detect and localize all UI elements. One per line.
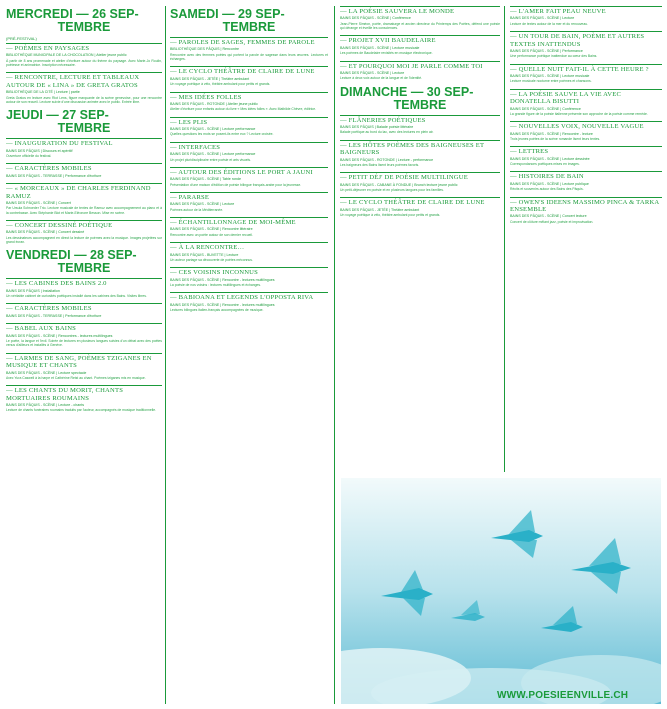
day-heading <box>6 249 162 275</box>
event-title: — PROJET XVII BAUDELAIRE <box>340 35 500 44</box>
event-entry <box>170 66 328 86</box>
day-heading-line: SAMEDI — 29 SEP- <box>170 7 285 21</box>
event-meta: BAINS DES PÂQUIS - ROTONDE | Atelier jeune public <box>170 101 258 106</box>
event-description: Les poèmes de Baudelaire revisités en musique électronique. <box>340 51 433 56</box>
website-url[interactable]: WWW.POESIEENVILLE.CH <box>497 690 629 701</box>
event-description: Atelier d'écriture pour enfants autour du livre « Mes idées folles ». Avec Mathilde Chèvre, éditrice. <box>170 107 317 112</box>
event-description: Une performance poétique inattendue au cœur des Bains. <box>510 54 598 59</box>
event-meta: BAINS DES PÂQUIS - SCÈNE | Conférence <box>510 106 581 111</box>
column-3 <box>340 6 500 476</box>
event-entry <box>340 172 500 192</box>
event-description: Ouverture officielle du festival. <box>6 154 52 159</box>
event-entry <box>6 138 162 158</box>
event-meta: BAINS DES PÂQUIS - SCÈNE | Lecture performance <box>170 127 256 132</box>
flying-fish-illustration <box>341 478 661 704</box>
event-meta: BAINS DES PÂQUIS - SCÈNE | Rencontre - lectures multilingues <box>170 277 275 282</box>
event-meta: BAINS DES PÂQUIS - SCÈNE | Lecture publique <box>510 181 589 186</box>
event-meta: BIBLIOTHÈQUE DE LA CITÉ | Lecture | partie <box>6 90 80 95</box>
event-entry <box>6 163 162 178</box>
event-title: — ÉCHANTILLONNAGE DE MOI-MÊME <box>170 217 328 226</box>
event-title: — PARARSE <box>170 192 328 201</box>
event-description: Par Ursula Schroeder Trio. Lecture musicale de textes de Ramuz avec accompagnement au piano et à la contrebasse. Avec Stéphanie Blot et Marie-Eléonore Besson. Mise en scène. <box>6 206 162 215</box>
event-description: Correspondances poétiques mises en images. <box>510 162 580 167</box>
event-title: — INAUGURATION DU FESTIVAL <box>6 138 162 147</box>
event-entry <box>6 303 162 318</box>
day-heading <box>6 109 162 135</box>
event-entry <box>170 92 328 112</box>
event-entry <box>170 192 328 212</box>
event-description: Un projet pluridisciplinaire entre poésie et arts visuels. <box>170 157 252 162</box>
event-entry <box>6 220 162 244</box>
event-meta: BAINS DES PÂQUIS - SCÈNE | Lecture dessinée <box>510 156 590 161</box>
event-title: — NOUVELLES VOIX, NOUVELLE VAGUE <box>510 121 662 130</box>
event-description: Quelles questions les mots se posent-ils entre eux ? Lecture croisée. <box>170 132 274 137</box>
event-description: Lecture de textes autour de la mer et du renouveau. <box>510 21 589 26</box>
event-description: À partir de 8 ans promenade et atelier d'écriture autour du thème du paysage. Avec Marie-Jo Roulin, poétesse et animatrice. Inscription nécessaire. <box>6 58 162 68</box>
event-description: Greta Gratos en lecture avec Riot Lens, figure marquante de la scène genevoise, pour une rencontre autour de son recueil. Lecture suivie d'une discussion animée avec le public. Entrée libre. <box>6 95 162 104</box>
event-title: — RENCONTRE, LECTURE ET TABLEAUX AUTOUR DE « LINA » DE GRETA GRATOS <box>6 72 162 89</box>
column-divider <box>504 6 505 472</box>
event-title: — LE CYCLO THÉÂTRE DE CLAIRE DE LUNE <box>340 197 500 206</box>
event-description: Un petit-déjeuner en poésie et en plusieurs langues pour les familles. <box>340 188 444 193</box>
event-meta: BAINS DES PÂQUIS - SCÈNE | Concert dessiné <box>6 230 85 235</box>
event-entry <box>170 217 328 237</box>
day-heading-line: DIMANCHE — 30 SEP- <box>340 84 474 99</box>
event-entry <box>510 31 662 59</box>
event-title: — « MORCEAUX » DE CHARLES FERDINAND RAMUZ <box>6 183 162 200</box>
event-title: — ET POURQUOI MOI JE PARLE COMME TOI <box>340 61 500 70</box>
event-meta: BAINS DES PÂQUIS | Discours et apéritif <box>6 148 73 153</box>
event-title: — CARACTÈRES MOBILES <box>6 303 162 312</box>
day-heading-line: MERCREDI — 26 SEP- <box>6 7 139 21</box>
event-description: Lecture de chants funéraires roumains traduits par l'auteur, accompagnés de musique traditionnelle. <box>6 408 157 413</box>
event-description: Un véritable cabinet de curiosités poétiques installé dans les cabines des Bains. Visites libres. <box>6 294 147 299</box>
event-entry <box>170 267 328 287</box>
event-title: — LE CYCLO THÉÂTRE DE CLAIRE DE LUNE <box>170 66 328 75</box>
event-entry <box>510 146 662 166</box>
event-title: — PAROLES DE SAGES, FEMMES DE PAROLE <box>170 37 328 46</box>
event-meta: BAINS DES PÂQUIS - TERRASSE | Performance d'écriture <box>6 173 102 178</box>
event-entry <box>170 242 328 262</box>
event-meta: BAINS DES PÂQUIS - JETÉE | Théâtre ambulant <box>170 76 250 81</box>
event-entry <box>170 292 328 312</box>
event-description: Jean-Pierre Siméon, poète, dramaturge et ancien directeur du Printemps des Poètes, défend une poésie qui dérange et éveille les consciences. <box>340 21 500 31</box>
event-meta: BAINS DES PÂQUIS - SCÈNE | Lecture <box>340 70 405 75</box>
day-heading-line: TEMBRE <box>57 261 111 276</box>
event-meta: BAINS DES PÂQUIS - SCÈNE | Rencontre - lecture <box>510 131 593 136</box>
event-meta: BAINS DES PÂQUIS | Balade poésie littéraire <box>340 125 414 130</box>
event-entry <box>6 323 162 347</box>
event-title: — PETIT DÉJ' DE POÉSIE MULTILINGUE <box>340 172 500 181</box>
event-meta: BAINS DES PÂQUIS - TERRASSE | Performance d'écriture <box>6 313 102 318</box>
event-title: — MES IDÉES FOLLES <box>170 92 328 101</box>
event-meta: BAINS DES PÂQUIS - SCÈNE | Lecture spectacle <box>6 370 87 375</box>
day-heading-line: VENDREDI — 28 SEP- <box>6 248 137 263</box>
event-title: — LETTRES <box>510 146 662 155</box>
day-subheading: (PRÉ-FESTIVAL) <box>6 36 37 41</box>
column-1 <box>6 6 162 706</box>
event-meta: BAINS DES PÂQUIS - CABANE À FONDUE | Brunch lecture jeune public <box>340 182 458 187</box>
event-description: Lecture musicale nocturne entre poèmes et chansons. <box>510 79 592 84</box>
event-entry <box>170 37 328 61</box>
event-title: — AUTOUR DES ÉDITIONS LE PORT A JAUNI <box>170 167 328 176</box>
event-title: — LARMES DE SANG, POÈMES TZIGANES EN MUSIQUE ET CHANTS <box>6 353 162 370</box>
event-description: Les dessinateurs accompagnent en direct la lecture de poèmes avec la musique. Images projetées sur grand écran. <box>6 235 162 245</box>
event-title: — BABIOANA ET LEGENDS L'OPPOSTA RIVA <box>170 292 328 301</box>
event-meta: BAINS DES PÂQUIS - ROTONDE | Lecture - performance <box>340 157 434 162</box>
day-heading-line: JEUDI — 27 SEP- <box>6 108 109 123</box>
event-title: — QUELLE NUIT FAIT-IL À CETTE HEURE ? <box>510 64 662 73</box>
event-title: — CARACTÈRES MOBILES <box>6 163 162 172</box>
event-title: — HISTOIRES DE BAIN <box>510 171 662 180</box>
event-meta: BIBLIOTHÈQUE MUNICIPALE DE LA CHOCOLATION | Atelier jeune public <box>6 53 127 58</box>
event-meta: BAINS DES PÂQUIS - SCÈNE | Rencontres - lectures multilingues <box>6 333 113 338</box>
day-heading <box>340 86 500 112</box>
event-entry <box>510 121 662 141</box>
event-description: Un auteur partage sa découverte de poètes méconnus. <box>170 257 253 262</box>
event-description: Les baigneurs des Bains lisent leurs poèmes favoris. <box>340 162 420 167</box>
event-meta: BAINS DES PÂQUIS - JETÉE | Théâtre ambulant <box>340 207 420 212</box>
event-meta: BAINS DES PÂQUIS - SCÈNE | Lecture <box>170 202 235 207</box>
event-entry <box>340 35 500 55</box>
event-description: Rencontre avec un poète autour de son dernier recueil. <box>170 232 253 237</box>
event-meta: BAINS DES PÂQUIS - SCÈNE | Concert <box>6 200 71 205</box>
event-entry <box>510 6 662 26</box>
column-divider <box>165 6 166 704</box>
event-entry <box>510 89 662 117</box>
day-heading-line: TEMBRE <box>393 97 447 112</box>
event-entry <box>510 197 662 225</box>
event-title: — CES VOISINS INCONNUS <box>170 267 328 276</box>
event-entry <box>170 167 328 187</box>
column-2 <box>170 6 328 706</box>
event-meta: BAINS DES PÂQUIS - SCÈNE | Table ronde <box>170 177 241 182</box>
day-heading-line: TEMBRE <box>57 121 111 136</box>
event-title: — LA POÉSIE SAUVE LA VIE AVEC DONATELLA BISUTTI <box>510 89 662 106</box>
event-title: — CONCERT DESSINÉ POÉTIQUE <box>6 220 162 229</box>
event-entry <box>6 43 162 67</box>
event-title: — POÈMES EN PAYSAGES <box>6 43 162 52</box>
event-meta: BAINS DES PÂQUIS - SCÈNE | Lecture performance <box>170 152 256 157</box>
day-heading <box>6 8 162 34</box>
event-title: — UN TOUR DE BAIN, POÈME ET AUTRES TEXTES INATTENDUS <box>510 31 662 48</box>
event-title: — À LA RENCONTRE… <box>170 242 328 251</box>
event-entry <box>170 142 328 162</box>
event-meta: BAINS DES PÂQUIS - SCÈNE | Rencontre littéraire <box>170 227 253 232</box>
event-description: Poèmes autour de la Méditerranée. <box>170 207 224 212</box>
event-meta: BAINS DES PÂQUIS - SCÈNE | Conférence <box>340 16 411 21</box>
event-entry <box>170 117 328 137</box>
event-entry <box>6 278 162 298</box>
event-description: Présentation d'une maison d'édition de poésie bilingue français-arabe pour la jeunesse. <box>170 182 302 187</box>
event-description: Avec Yura Caswell à la harpe et Cathérine Reist au chant. Poèmes tziganes mis en musique. <box>6 375 146 380</box>
event-entry <box>340 6 500 30</box>
event-description: Récits et souvenirs autour des Bains des Pâquis. <box>510 187 584 192</box>
event-title: — INTERFACES <box>170 142 328 151</box>
event-meta: BAINS DES PÂQUIS - BUVETTE | Lecture <box>170 252 239 257</box>
flying-fish-photo <box>341 478 661 704</box>
event-description: Lectures bilingues italien-français accompagnées de musique. <box>170 308 264 313</box>
event-title: — L'AMER FAIT PEAU NEUVE <box>510 6 662 15</box>
event-entry <box>6 385 162 413</box>
event-title: — LA POÉSIE SAUVERA LE MONDE <box>340 6 500 15</box>
event-description: Un voyage poétique à vélo, théâtre ambulant pour petits et grands. <box>340 213 441 218</box>
event-meta: BAINS DES PÂQUIS - SCÈNE | Lecture musicale <box>510 74 590 79</box>
event-entry <box>340 197 500 217</box>
event-meta: BAINS DES PÂQUIS | Installation <box>6 288 60 293</box>
event-entry <box>340 61 500 81</box>
event-entry <box>510 64 662 84</box>
event-entry <box>6 353 162 381</box>
event-meta: BAINS DES PÂQUIS - SCÈNE | Rencontre - lectures multilingues <box>170 302 275 307</box>
event-title: — BABEL AUX BAINS <box>6 323 162 332</box>
event-entry <box>340 115 500 135</box>
day-heading-line: TEMBRE <box>57 20 111 34</box>
event-meta: BAINS DES PÂQUIS - SCÈNE | Lecture - chants <box>6 403 85 408</box>
event-title: — FLÂNERIES POÉTIQUES <box>340 115 500 124</box>
event-description: Trois jeunes poètes de la scène romande lisent leurs textes. <box>510 137 601 142</box>
event-description: La grande figure de la poésie italienne présente son approche de la poésie comme remède. <box>510 111 648 116</box>
event-title: — LES HÔTES POÈMES DES BAIGNEUSES ET BAIGNEURS <box>340 140 500 157</box>
event-meta: BIBLIOTHÈQUE DES PÂQUIS | Rencontre <box>170 47 240 52</box>
event-entry <box>6 72 162 104</box>
event-description: Balade poétique au bord du lac, avec des lectures en plein air. <box>340 130 434 135</box>
event-description: Un voyage poétique à vélo, théâtre ambulant pour petits et grands. <box>170 82 271 87</box>
event-title: — LES CHANTS DU MORIT, CHANTS MORTUAIRES ROUMAINS <box>6 385 162 402</box>
event-entry <box>6 183 162 215</box>
day-heading <box>170 8 328 34</box>
event-description: Concert de clôture mêlant jazz, poésie et improvisation. <box>510 219 594 224</box>
event-meta: BAINS DES PÂQUIS - SCÈNE | Lecture <box>510 16 575 21</box>
event-title: — OWEN'S IDEENS MASSIMO PINCA & TARKA ENSEMBLE <box>510 197 662 214</box>
event-meta: BAINS DES PÂQUIS - SCÈNE | Lecture musicale <box>340 45 420 50</box>
event-description: La poésie de nos voisins : lectures multilingues et échanges. <box>170 283 262 288</box>
event-title: — LES PLIS <box>170 117 328 126</box>
event-meta: BAINS DES PÂQUIS - SCÈNE | Performance <box>510 48 583 53</box>
day-heading-line: TEMBRE <box>222 20 276 34</box>
column-divider <box>334 6 335 704</box>
event-entry <box>340 140 500 168</box>
event-description: Le poète, la langue et l'exil. Soirée de lectures en plusieurs langues suivies d'un débat avec des poètes venus d'ailleurs et installés à Genève. <box>6 339 162 348</box>
event-description: Rencontre avec des femmes poètes qui portent la parole de sagesse dans leurs œuvres. Lectures et échanges. <box>170 52 328 62</box>
event-meta: BAINS DES PÂQUIS - SCÈNE | Concert lecture <box>510 214 587 219</box>
event-entry <box>510 171 662 191</box>
event-description: Lecture à deux voix autour de la langue et de l'identité. <box>340 76 423 81</box>
event-title: — LES CABINES DES BAINS 2.0 <box>6 278 162 287</box>
